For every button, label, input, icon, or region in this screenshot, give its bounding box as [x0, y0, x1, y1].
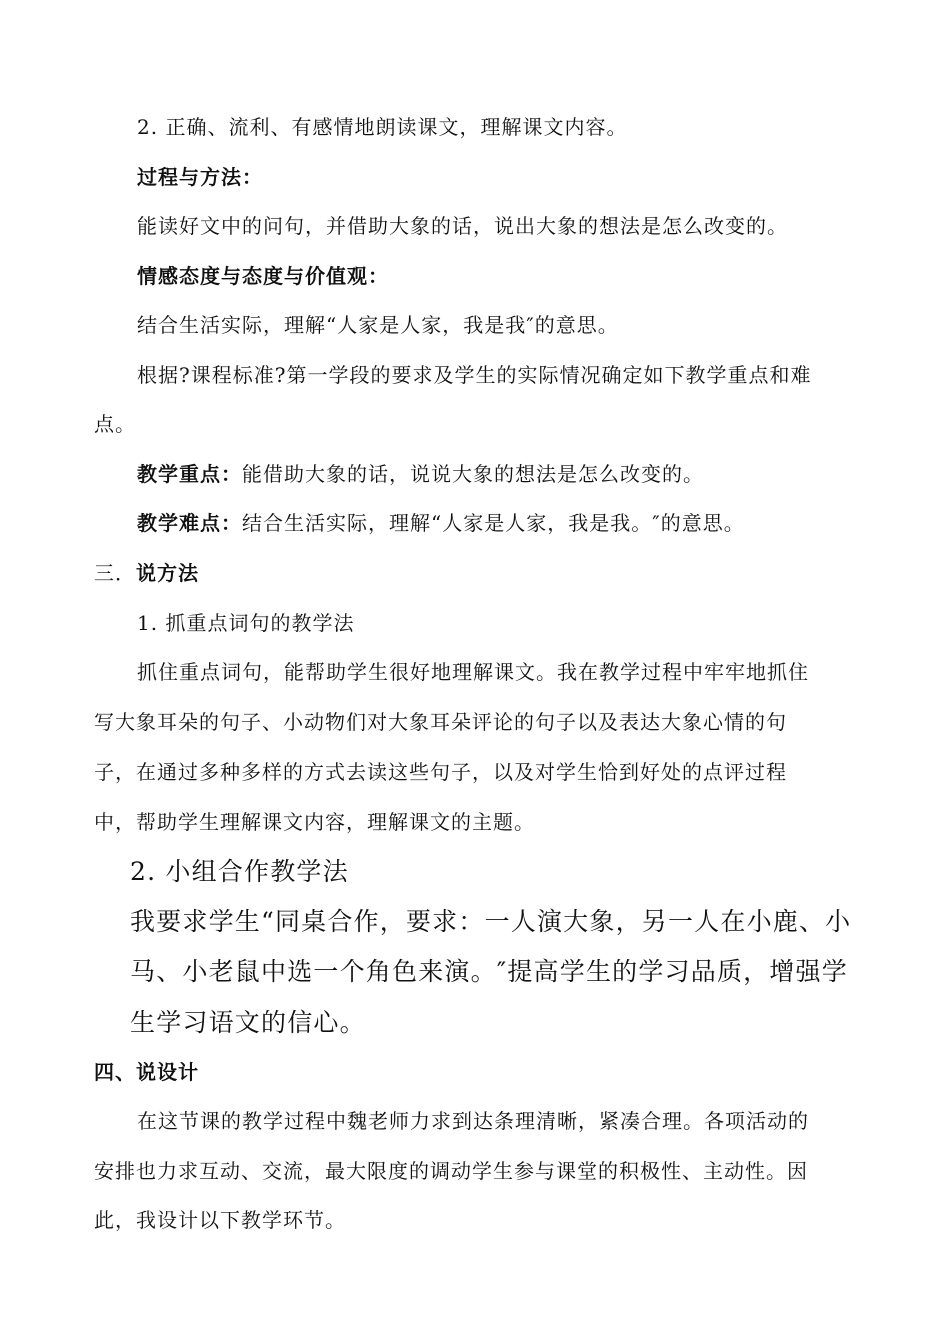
- emotion-values-heading: 情感态度与态度与价值观：: [137, 264, 389, 288]
- emotion-values-text: 结合生活实际，理解“人家是人家，我是我″的意思。: [137, 313, 619, 337]
- method-1-paragraph-line-3: 子，在通过多种多样的方式去读这些句子，以及对学生恰到好处的点评过程: [94, 760, 787, 784]
- method-2-paragraph-line-2: 马、小老鼠中选一个角色来演。″提高学生的学习品质，增强学: [130, 957, 848, 986]
- method-2-paragraph-line-1: 我要求学生“同桌合作，要求：一人演大象，另一人在小鹿、小: [130, 907, 852, 936]
- section-3-title: 说方法: [136, 561, 199, 585]
- design-paragraph-line-2: 安排也力求互动、交流，最大限度的调动学生参与课堂的积极性、主动性。因: [94, 1159, 808, 1183]
- design-paragraph-line-3: 此，我设计以下教学环节。: [94, 1208, 346, 1232]
- section-4-heading: 四、说设计: [94, 1060, 199, 1084]
- method-1-heading: 1. 抓重点词句的教学法: [137, 611, 355, 635]
- key-point-text: 能借助大象的话，说说大象的想法是怎么改变的。: [242, 462, 704, 486]
- method-1-paragraph-line-4: 中，帮助学生理解课文内容，理解课文的主题。: [94, 810, 535, 834]
- method-1-paragraph-line-1: 抓住重点词句，能帮助学生很好地理解课文。我在教学过程中牢牢地抓住: [137, 660, 809, 684]
- difficulty-line: [137, 511, 745, 535]
- difficulty-label: 教学难点：: [137, 511, 242, 535]
- process-method-heading: 过程与方法：: [137, 165, 263, 189]
- basis-paragraph-line-1: 根据?课程标准?第一学段的要求及学生的实际情况确定如下教学重点和难: [137, 363, 812, 387]
- method-1-paragraph-line-2: 写大象耳朵的句子、小动物们对大象耳朵评论的句子以及表达大象心情的句: [94, 710, 787, 734]
- process-method-text: 能读好文中的问句，并借助大象的话，说出大象的想法是怎么改变的。: [137, 214, 788, 238]
- key-point-line: [137, 462, 704, 486]
- method-2-paragraph-line-3: 生学习语文的信心。: [130, 1008, 366, 1037]
- basis-paragraph-line-2: 点。: [94, 412, 136, 436]
- method-2-heading: 2. 小组合作教学法: [130, 857, 349, 886]
- difficulty-text: 结合生活实际，理解“人家是人家，我是我。″的意思。: [242, 511, 745, 535]
- section-3-heading: [94, 561, 199, 585]
- section-3-number: 三．: [94, 561, 136, 585]
- key-point-label: 教学重点：: [137, 462, 242, 486]
- objective-2-line: 2. 正确、流利、有感情地朗读课文，理解课文内容。: [137, 115, 628, 139]
- design-paragraph-line-1: 在这节课的教学过程中魏老师力求到达条理清晰，紧凑合理。各项活动的: [137, 1109, 809, 1133]
